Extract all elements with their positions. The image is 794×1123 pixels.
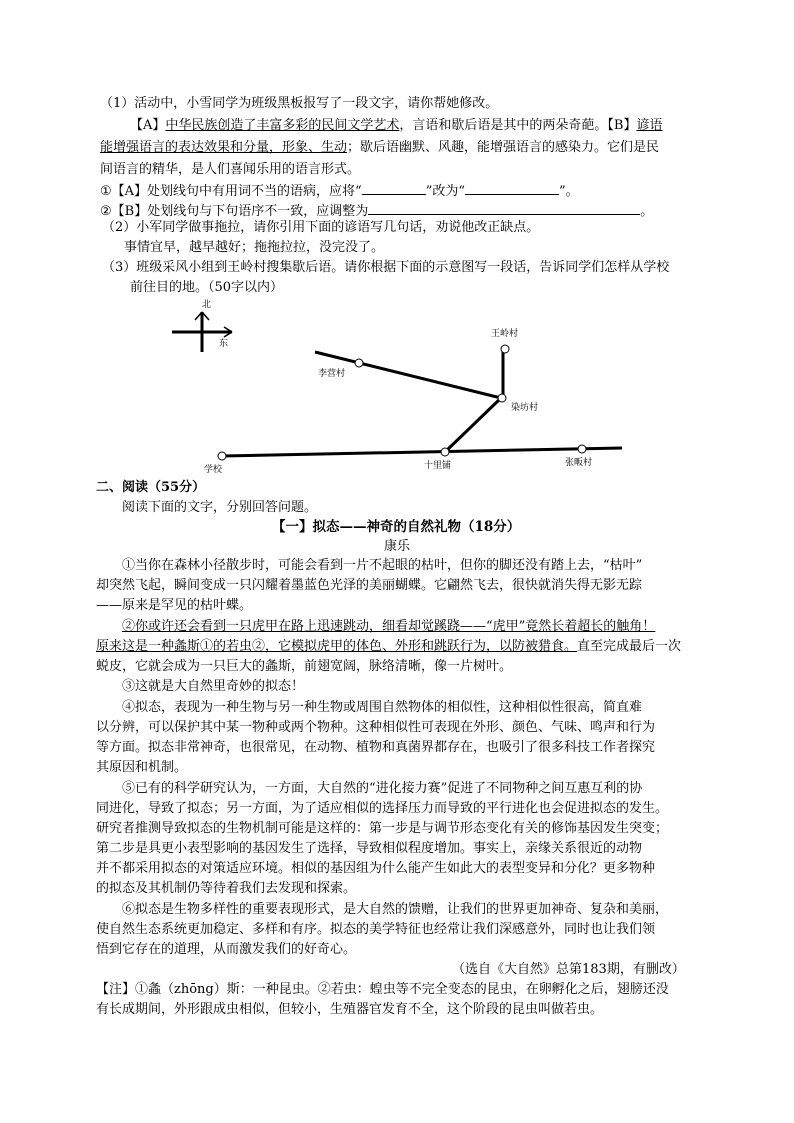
item-a bbox=[100, 180, 579, 202]
paragraph-5-line-4: 第二步是具更小表型影响的基因发生了选择，导致相似程度增加。事实上，亲缘关系很近的动物 bbox=[96, 841, 643, 856]
paragraph-2-line-1: ②你或许还会看到一只虎甲在路上迅速跳动，细看却觉蹊跷——“虎甲”竟然长着超长的触角！ bbox=[122, 619, 656, 634]
paragraph-text: 直至完成最后一次 bbox=[577, 639, 682, 654]
paragraph-5-line-2: 同进化，导致了拟态；另一方面，为了适应相似的选择压力而导致的平行进化也会促进拟态的发生。 bbox=[96, 801, 669, 816]
node-liying bbox=[355, 359, 363, 367]
tag-a: 【A】 bbox=[130, 118, 166, 133]
paragraph-2-line-2 bbox=[96, 637, 681, 657]
paragraph-4-line-4: 其原因和机制。 bbox=[96, 760, 188, 775]
label-school: 学校 bbox=[204, 465, 223, 475]
paragraph-4-line-3: 等方面。拟态非常神奇，也很常见，在动物、植物和真菌界都存在，也吸引了很多科技工作者探究 bbox=[96, 740, 656, 755]
article-title: 【一】拟态——神奇的自然礼物（18分） bbox=[272, 519, 521, 535]
paragraph-6-line-3: 悟到它存在的道理，从而激发我们的好奇心。 bbox=[96, 942, 357, 957]
article-author: 康乐 bbox=[384, 539, 411, 554]
paragraph-3: ③这就是大自然里奇妙的拟态！ bbox=[122, 679, 305, 694]
passage-line-3: 间语言的精华，是人们喜闻乐用的语言形式。 bbox=[100, 162, 361, 177]
footnote-line-1: 【注】①螽（zhōng）斯：一种昆虫。②若虫：蝗虫等不完全变态的昆虫，在卵孵化之后，翅膀还没 bbox=[96, 982, 669, 997]
label-wangling: 王岭村 bbox=[491, 329, 519, 339]
article-source: （选自《大自然》总第183期，有删改） bbox=[452, 962, 685, 977]
label-zhangfan: 张畈村 bbox=[565, 458, 593, 468]
node-zhangfan bbox=[578, 445, 586, 453]
item-a-prefix: ①【A】处划线句中有用词不当的语病，应将“ bbox=[100, 184, 362, 199]
underlined-sentence: 原来这是一种螽斯①的若虫②，它模拟虎甲的体色、外形和跳跃行为，以防被猎食。 bbox=[96, 639, 578, 654]
passage-text: ；歇后语幽默、风趣，能增强语言的感染力。它们是民 bbox=[347, 140, 660, 155]
node-wangling bbox=[501, 345, 509, 353]
question-3-limit: 前往目的地。（50字以内） bbox=[130, 280, 284, 295]
proverb: 事情宜早，越早越好；拖拖拉拉，没完没了。 bbox=[124, 240, 385, 255]
paragraph-1-line-1: ①当你在森林小径散步时，可能会看到一片不起眼的枯叶，但你的脚还没有踏上去，“枯叶” bbox=[122, 558, 643, 573]
underlined-sentence-b-part1: 谚语 bbox=[636, 118, 663, 133]
node-school bbox=[218, 452, 226, 460]
section-heading-reading: 二、阅读（55分） bbox=[96, 480, 206, 495]
label-liying: 李营村 bbox=[318, 369, 346, 379]
route-map bbox=[0, 290, 794, 480]
item-b-prefix: ②【B】处划线句与下句语序不一致，应调整为 bbox=[100, 204, 369, 219]
item-b-end: 。 bbox=[640, 204, 654, 219]
question-2: （2）小军同学做事拖拉，请你引用下面的谚语写几句话，劝说他改正缺点。 bbox=[102, 220, 540, 235]
underlined-sentence-a: 中华民族创造了丰富多彩的民间文学艺术 bbox=[165, 118, 400, 133]
passage-text: ，言语和歇后语是其中的两朵奇葩。 bbox=[399, 118, 608, 133]
node-shilipu bbox=[441, 448, 449, 456]
question-3: （3）班级采风小组到王岭村搜集歇后语。请你根据下面的示意图写一段话，告诉同学们怎样从学校 bbox=[102, 260, 670, 275]
item-a-mid: ”改为“ bbox=[425, 184, 465, 199]
label-shilipu: 十里铺 bbox=[424, 461, 452, 471]
north-label: 北 bbox=[202, 300, 212, 310]
paragraph-1-line-3: ——原来是罕见的枯叶蝶。 bbox=[96, 598, 253, 613]
paragraph-6-line-1: ⑥拟态是生物多样性的重要表现形式，是大自然的馈赠，让我们的世界更加神奇、复杂和美丽， bbox=[122, 902, 669, 917]
paragraph-5-line-1: ⑤已有的科学研究认为，一方面，大自然的“进化接力赛”促进了不同物种之间互惠互利的协 bbox=[122, 781, 643, 796]
paragraph-4-line-2: 以分辨，可以保护其中某一物种或两个物种。这种相似性可表现在外形、颜色、气味、鸣声和行为 bbox=[96, 720, 656, 735]
underlined-sentence-b-part2: 能增强语言的表达效果和分量，形象、生动 bbox=[100, 140, 348, 155]
answer-blank-reordered-sentence[interactable] bbox=[368, 200, 640, 215]
east-label: 东 bbox=[219, 339, 229, 349]
passage-line-1 bbox=[130, 116, 663, 136]
paragraph-5-line-5: 并不都采用拟态的对策适应环境。相似的基因组为什么能产生如此大的表型变异和分化？更多物种 bbox=[96, 861, 656, 876]
paragraph-4-line-1: ④拟态，表现为一种生物与另一种生物或周围自然物体的相似性，这种相似性很高，简直难 bbox=[122, 700, 643, 715]
paragraph-1-line-2: 却突然飞起，瞬间变成一只闪耀着墨蓝色光泽的美丽蝴蝶。它翩然飞去，很快就消失得无影无踪 bbox=[96, 578, 643, 593]
passage-line-2 bbox=[100, 138, 659, 158]
item-a-end: ”。 bbox=[559, 184, 579, 199]
reading-instruction: 阅读下面的文字，分别回答问题。 bbox=[122, 500, 318, 515]
paragraph-5-line-6: 的拟态及其机制仍等待着我们去发现和探索。 bbox=[96, 881, 357, 896]
paragraph-6-line-2: 使自然生态系统更加稳定、多样和有序。拟态的美学特征也经常让我们深感意外，同时也让我们领 bbox=[96, 922, 656, 937]
question-1-intro: （1）活动中，小雪同学为班级黑板报写了一段文字，请你帮她修改。 bbox=[100, 96, 499, 111]
paragraph-5-line-3: 研究者推测导致拟态的生物机制可能是这样的：第一步是与调节形态变化有关的修饰基因发生突变； bbox=[96, 821, 669, 836]
answer-blank-original-word[interactable] bbox=[362, 180, 426, 195]
label-ranfang: 染坊村 bbox=[511, 403, 539, 413]
paragraph-2-line-3: 蜕皮，它就会成为一只巨大的螽斯，前翅宽阔，脉络清晰，像一片树叶。 bbox=[96, 659, 513, 674]
answer-blank-replacement-word[interactable] bbox=[465, 180, 559, 195]
node-ranfang bbox=[498, 394, 506, 402]
roads bbox=[222, 350, 622, 456]
footnote-line-2: 有长成期间，外形跟成虫相似，但较小，生殖器官发育不全，这个阶段的昆虫叫做若虫。 bbox=[96, 1002, 604, 1017]
tag-b: 【B】 bbox=[607, 118, 637, 133]
